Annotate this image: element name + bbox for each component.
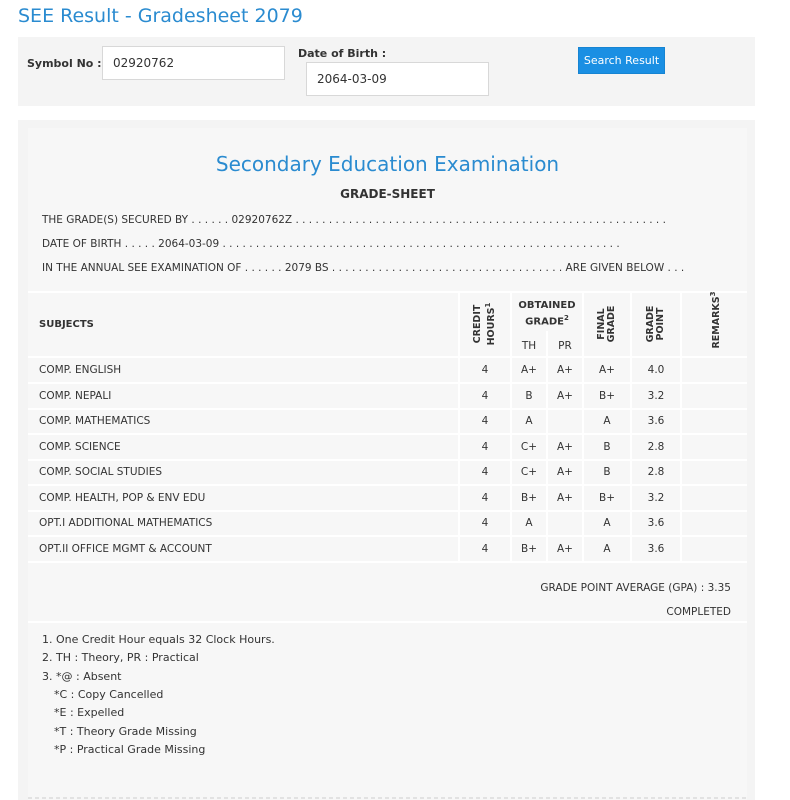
cell-credit: 4 <box>481 466 489 478</box>
cell-credit: 4 <box>481 415 489 427</box>
note-practical-missing: *P : Practical Grade Missing <box>54 743 206 756</box>
cell-pr: A+ <box>557 389 573 402</box>
secured-by-line: THE GRADE(S) SECURED BY . . . . . . 02920762Z . . . . . . . . . . . . . . . . . . . . . . . . . . . . . . . . . . . . . . . . . . . . . . . . . . . . . . . . <box>42 214 666 226</box>
cell-point: 3.2 <box>647 491 665 504</box>
cell-subject: COMP. MATHEMATICS <box>39 415 151 427</box>
cell-subject: OPT.I ADDITIONAL MATHEMATICS <box>39 517 213 529</box>
cell-pr: A+ <box>557 466 573 478</box>
dob-line: DATE OF BIRTH . . . . . 2064-03-09 . . . . . . . . . . . . . . . . . . . . . . . . . . . . . . . . . . . . . . . . . . . . . . . . . . . . . . . . . . . . <box>42 238 620 250</box>
grade-sheet-title: GRADE-SHEET <box>340 187 435 201</box>
note-1: 1. One Credit Hour equals 32 Clock Hours. <box>42 633 275 646</box>
cell-th: B+ <box>520 542 537 555</box>
cell-subject: COMP. SCIENCE <box>39 440 121 453</box>
note-copy-cancelled: *C : Copy Cancelled <box>54 688 164 701</box>
subjects-header: SUBJECTS <box>39 319 94 330</box>
search-form <box>18 37 755 106</box>
cell-th: B+ <box>520 491 537 504</box>
cell-point: 3.6 <box>647 517 665 529</box>
cell-final: A <box>603 415 611 427</box>
cell-credit: 4 <box>481 389 489 402</box>
cell-pr: A+ <box>557 491 573 504</box>
pr-header: PR <box>558 340 572 352</box>
cell-credit: 4 <box>481 491 489 504</box>
exam-line: IN THE ANNUAL SEE EXAMINATION OF . . . . . . 2079 BS . . . . . . . . . . . . . . . . . . . . . . . . . . . . . . . . . . . ARE GIVEN BELOW . . . <box>42 262 685 274</box>
cell-final: A <box>603 517 611 529</box>
cell-subject: COMP. NEPALI <box>39 389 112 402</box>
cell-th: A <box>525 415 533 427</box>
cell-th: C+ <box>520 440 538 453</box>
cell-credit: 4 <box>481 440 489 453</box>
cell-final: B <box>603 466 611 478</box>
cell-final: A <box>603 542 611 555</box>
grade-sheet <box>28 128 747 800</box>
cell-subject: COMP. ENGLISH <box>39 364 122 376</box>
dob-label: Date of Birth : <box>298 47 387 60</box>
symbol-label: Symbol No : <box>27 57 102 70</box>
cell-th: A+ <box>521 364 537 376</box>
cell-th: A <box>525 517 533 529</box>
cell-point: 3.2 <box>647 389 665 402</box>
note-3: 3. *@ : Absent <box>42 670 122 683</box>
th-header: TH <box>521 340 537 352</box>
cell-th: C+ <box>520 466 538 478</box>
exam-title: Secondary Education Examination <box>215 152 560 176</box>
cell-final: B+ <box>598 491 615 504</box>
cell-point: 2.8 <box>647 466 665 478</box>
final-grade-header: FINAL GRADE <box>596 305 617 343</box>
cell-credit: 4 <box>481 517 489 529</box>
result-panel <box>18 120 755 800</box>
remarks-header: REMARKS$^3$ <box>708 291 723 349</box>
gpa-value: GRADE POINT AVERAGE (GPA) : 3.35 <box>540 582 731 594</box>
search-result-button[interactable]: Search Result <box>578 47 665 74</box>
cell-final: B+ <box>598 389 615 402</box>
grade-point-header: GRADE POINT <box>645 305 666 343</box>
dob-input[interactable] <box>306 62 489 96</box>
page-title: SEE Result - Gradesheet 2079 <box>18 5 303 27</box>
cell-credit: 4 <box>481 542 489 555</box>
obtained-grade-header: OBTAINED GRADE$^2$ <box>518 300 576 328</box>
note-2: 2. TH : Theory, PR : Practical <box>42 651 199 664</box>
cell-final: A+ <box>599 364 615 376</box>
note-theory-missing: *T : Theory Grade Missing <box>54 725 197 738</box>
result-status: COMPLETED <box>666 606 731 618</box>
cell-point: 4.0 <box>647 364 665 376</box>
cell-pr: A+ <box>557 440 573 453</box>
cell-pr: A+ <box>557 542 573 555</box>
cell-subject: COMP. HEALTH, POP & ENV EDU <box>39 491 206 504</box>
cell-point: 3.6 <box>647 415 665 427</box>
cell-point: 2.8 <box>647 440 665 453</box>
cell-th: B <box>525 389 533 402</box>
cell-credit: 4 <box>481 364 489 376</box>
credit-hours-header: CREDIT HOURS$^1$ <box>471 302 498 346</box>
symbol-input[interactable] <box>102 46 285 80</box>
cell-final: B <box>603 440 611 453</box>
cell-subject: OPT.II OFFICE MGMT & ACCOUNT <box>39 542 212 555</box>
note-expelled: *E : Expelled <box>54 706 125 719</box>
cell-pr: A+ <box>557 364 573 376</box>
cell-point: 3.6 <box>647 542 665 555</box>
cell-subject: COMP. SOCIAL STUDIES <box>39 466 163 478</box>
